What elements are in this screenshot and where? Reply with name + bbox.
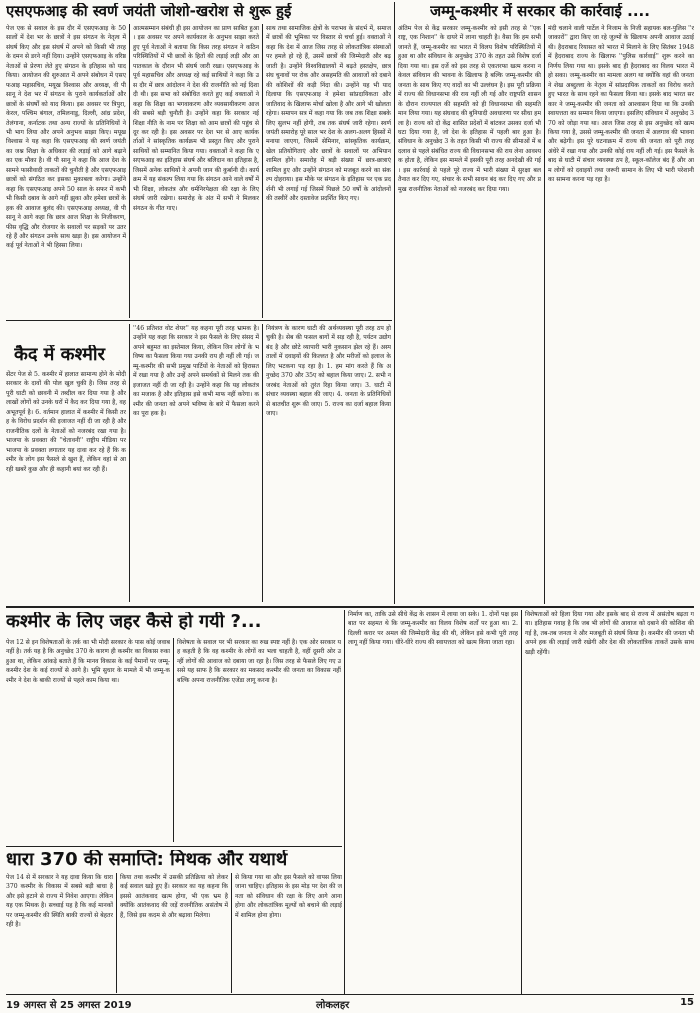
story3-column-3: नियंत्रण के कारण घाटी की अर्थव्यवस्था पूरी तरह ठप हो चुकी है। सेब की फसल बागों में सड़ रही है, पर्यटन उद्योग बंद है और छोटे व्यापारी भारी नुकसान झेल रहे हैं। अस्पतालों में दवाइयों की किल्लत है और मरीजों को इलाज के लिए भटकना पड़ रहा है। 1. हम मांग करते हैं कि अनुच्छेद 370 और 35ए को बहाल किया जाए। 2. सभी नजरबंद नेताओं को तुरंत रिहा किया जाए। 3. घाटी में संचार व्यवस्था बहाल की जाए। 4. जनता के प्रतिनिधियों से बातचीत शुरू की जाए। 5. राज्य का दर्जा बहाल किया जाए। xyxy=(266,325,391,418)
page-footer xyxy=(6,994,694,1011)
story4-column-2: विशेषता के सवाल पर भी सरकार का रुख स्पष्ट नहीं है। एक ओर सरकार यह कहती है कि वह कश्मीर के लोगों का भला चाहती है, वहीं दूसरी ओर उन्हीं लोगों की आवाज को दबाया जा रहा है। जिस तरह से फैसले लिए गए उससे यह साफ है कि सरकार का मकसद कश्मीर की जनता का विकास नहीं बल्कि अपना राजनीतिक एजेंडा लागू करना है। xyxy=(177,639,341,684)
column-rule xyxy=(129,324,130,602)
column-rule xyxy=(262,24,263,318)
column-rule xyxy=(116,873,117,993)
story2-column-1: अंतिम पेज से केंद्र सरकार जम्मू-कश्मीर को इसी तरह से ''एक राष्ट्र, एक निशान'' के दायरे में लाना चाहती है। वैसा कि हम सभी जानते हैं, जम्मू-कश्मीर का भारत में विलय विशेष परिस्थितियों में हुआ था और संविधान के अनुच्छेद 370 के तहत उसे विशेष दर्जा दिया गया था। इस दर्जे को इस तरह से एकतरफा खत्म करना न केवल संविधान की भावना के खिलाफ है बल्कि जम्मू-कश्मीर की जनता के साथ किए गए वादों का भी उल्लंघन है। इस पूरी प्रक्रिया में राज्य की विधानसभा की राय नहीं ली गई और राष्ट्रपति शासन के दौरान राज्यपाल की सहमति को ही विधानसभा की सहमति मान लिया गया। यह संघवाद की बुनियादी अवधारणा पर सीधा हमला है। राज्य को दो केंद्र शासित प्रदेशों में बांटकर उसका दर्जा भी घटा दिया गया है, जो देश के इतिहास में पहली बार हुआ है। संविधान के अनुच्छेद 3 के तहत किसी भी राज्य की सीमाओं में बदलाव से पहले संबंधित राज्य की विधानसभा की राय लेना आवश्यक होता है, लेकिन इस मामले में इसकी पूरी तरह अनदेखी की गई। इस कार्रवाई से पहले पूरे राज्य में भारी संख्या में सुरक्षा बल तैनात कर दिए गए, संचार के सभी साधन बंद कर दिए गए और प्रमुख राजनीतिक नेताओं को नजरबंद कर दिया गया। xyxy=(398,25,541,193)
story4-column-4: विशेषताओं को हिला दिया गया और इसके बाद से राज्य में असंतोष बढ़ता गया। इतिहास गवाह है कि जब भी लोगों की आवाज को दबाने की कोशिश की गई है, तब-तब जनता ने और मजबूती से संघर्ष किया है। कश्मीर की जनता भी अपने हक की लड़ाई जारी रखेगी और देश की लोकतांत्रिक ताकतें उसके साथ खड़ी रहेंगी। xyxy=(525,611,694,656)
column-rule xyxy=(129,24,130,318)
column-rule xyxy=(231,873,232,993)
column-rule xyxy=(521,610,522,994)
column-rule xyxy=(344,610,345,994)
section-rule xyxy=(6,606,694,608)
story5-column-2: किया तथा कश्मीर में उसकी प्रतिक्रिया को लेकर कई सवाल खड़े हुए हैं। सरकार का यह कहना कि इससे आतंकवाद खत्म होगा, भी एक भ्रम है क्योंकि आतंकवाद की जड़ें राजनीतिक असंतोष में हैं, जिसे इस कदम से और बढ़ावा मिलेगा। xyxy=(120,874,228,919)
section-rule xyxy=(6,846,342,847)
column-rule xyxy=(544,24,545,604)
page-number: 15 xyxy=(680,997,694,1008)
story2-column-2: मंदी चलाने वाली पार्टेल ने निजाम के निजी सहायक बल-पुलिस ''रजाकारों'' द्वारा किए जा रहे जुल्मों के खिलाफ अपनी आवाज उठाई थी। हैदराबाद रियासत को भारत में मिलाने के लिए सितंबर 1948 में हैदराबाद राज्य के खिलाफ ''पुलिस कार्रवाई'' शुरू करने का निर्णय लिया गया था। इसके बाद ही हैदराबाद का विलय भारत में हो सका। जम्मू-कश्मीर का मामला अलग था क्योंकि वहां की जनता ने शेख अब्दुल्ला के नेतृत्व में सांप्रदायिक ताकतों का विरोध करते हुए भारत के साथ रहने का फैसला किया था। इसके बाद भारत सरकार ने जम्मू-कश्मीर की जनता को आश्वासन दिया था कि उनकी स्वायत्तता का सम्मान किया जाएगा। इसलिए संविधान में अनुच्छेद 370 को जोड़ा गया था। आज जिस तरह से इस अनुच्छेद को खत्म किया गया है, उससे जम्मू-कश्मीर की जनता में अलगाव की भावना और बढ़ेगी। इस पूरे घटनाक्रम में राज्य की जनता को पूरी तरह अंधेरे में रखा गया और उनकी कोई राय नहीं ली गई। इस फैसले के बाद से घाटी में संचार व्यवस्था ठप है, स्कूल-कॉलेज बंद हैं और आम लोगों को दवाइयों तथा जरूरी सामान के लिए भी भारी परेशानी का सामना करना पड़ रहा है। xyxy=(548,25,694,184)
column-rule xyxy=(262,324,263,602)
issue-date: 19 अगस्त से 25 अगस्त 2019 xyxy=(6,1000,132,1011)
story4-column-3: निर्माण का, ताकि उसे सीधे केंद्र के शासन में लाया जा सके। 1. दोनों पक्ष इस बात पर सहमत थे कि जम्मू-कश्मीर का विलय विशेष शर्तों पर हुआ था। 2. दिल्ली करार पर अमल की जिम्मेदारी केंद्र की थी, लेकिन इसे कभी पूरी तरह लागू नहीं किया गया। धीरे-धीरे राज्य की स्वायत्तता को खत्म किया जाता रहा। xyxy=(348,611,518,647)
section-rule xyxy=(6,320,392,321)
story5-column-1: पेज 14 से में सरकार ने यह दावा किया कि धारा 370 कश्मीर के विकास में सबसे बड़ी बाधा है और इसे हटाने से राज्य में निवेश आएगा। लेकिन यह एक मिथक है। सच्चाई यह है कि कई मानकों पर जम्मू-कश्मीर की स्थिति बाकी राज्यों से बेहतर रही है। xyxy=(6,874,113,929)
newspaper-name: लोकलहर xyxy=(316,1000,350,1011)
story4-headline: कश्मीर के लिए जहर कैसे हो गयी ?... xyxy=(6,612,262,632)
story1-column-1: पेज एक से सवाल के इस दौर में एसएफआइ के 50 सालों में देश भर के छात्रों ने इस संगठन के नेतृत्व में संघर्ष किए और इस संघर्ष में अपने को किसी भी तरह के दमन से डरने नहीं दिया। उन्होंने एसएफआइ के वरिष्ठ नेताओं से प्रेरणा लेते हुए संगठन के इतिहास को याद किया। आयोजन की शुरुआत में अपने संबोधन में एसएफआइ महासचिव, मयूख विश्वास और अध्यक्ष, वी पी सानू ने देश भर में संगठन के पुराने कार्यकर्ताओं और छात्रों के संघर्षों को याद किया। इस अवसर पर त्रिपुरा, केरल, पश्चिम बंगाल, तमिलनाडु, दिल्ली, आंध्र प्रदेश, तेलंगाना, कर्नाटक तथा अन्य राज्यों के प्रतिनिधियों ने भी भाग लिया और अपने अनुभव साझा किए। मयूख विश्वास ने यह कहा कि एसएफआइ की स्वर्ण जयंती का जश्न शिक्षा के अधिकार की लड़ाई को आगे बढ़ाने का एक मौका है। वी पी सानू ने कहा कि आज देश के सामने फासीवादी ताकतों की चुनौती है और एसएफआइ छात्रों को संगठित कर इसका मुकाबला करेगा। उन्होंने कहा कि एसएफआइ अपने 50 साल के सफर में कभी भी किसी दबाव के आगे नहीं झुका और हमेशा छात्रों के हक की आवाज बुलंद की। एसएफआइ अध्यक्ष, वी पी सानू ने आगे कहा कि छात्र आज शिक्षा के निजीकरण, फीस वृद्धि और रोजगार के सवालों पर सड़कों पर उतर रहे हैं और संगठन उनके साथ खड़ा है। इस आयोजन में कई पूर्व नेताओं ने भी हिस्सा लिया। xyxy=(6,25,126,250)
column-rule xyxy=(173,638,174,842)
story1-headline: एसएफआइ की स्वर्ण जयंती जोशो-खरोश से शुरू हुई xyxy=(6,3,292,20)
story2-headline: जम्मू-कश्मीर में सरकार की कार्रवाई .... xyxy=(430,3,650,20)
story3-headline: कैद में कश्मीर xyxy=(14,345,105,365)
story5-headline: धारा 370 की समाप्ति: मिथक और यथार्थ xyxy=(6,850,288,870)
story3-column-1: सेंटर पेज से 5. कश्मीर में हालात सामान्य होने के मोदी सरकार के दावों की पोल खुल चुकी है। जिस तरह से पूरी घाटी को छावनी में तब्दील कर दिया गया है और लाखों लोगों को उनके घरों में कैद कर दिया गया है, वह अभूतपूर्व है। 6. वर्तमान हालात में कश्मीर में किसी तरह के विरोध प्रदर्शन की इजाजत नहीं दी जा रही है और राजनीतिक दलों के नेताओं को नजरबंद रखा गया है। भाजपा के प्रवक्ता की ''चेतावनी'' राष्ट्रीय मीडिया पर भाजपा के प्रवक्ता लगातार यह दावा कर रहे हैं कि कश्मीर के लोग इस फैसले से खुश हैं, लेकिन वहां से आ रही खबरें कुछ और ही कहानी बयां कर रही हैं। xyxy=(6,371,126,473)
section-rule xyxy=(394,2,395,604)
story1-column-3: साथ तथा सामाजिक क्षेत्रों के पराभव के संदर्भ में, समाज में छात्रों की भूमिका पर विस्तार से चर्चा हुई। वक्ताओं ने कहा कि देश में आज जिस तरह से लोकतांत्रिक संस्थाओं पर हमले हो रहे हैं, उसमें छात्रों की जिम्मेदारी और बढ़ जाती है। उन्होंने विश्वविद्यालयों में बढ़ते हस्तक्षेप, छात्र संघ चुनावों पर रोक और असहमति की आवाजों को दबाने की कोशिशों की कड़ी निंदा की। उन्होंने यह भी याद दिलाया कि एसएफआइ ने हमेशा सांप्रदायिकता और जातिवाद के खिलाफ मोर्चा खोला है और आगे भी खोलता रहेगा। समापन सत्र में कहा गया कि जब तक शिक्षा सबके लिए सुलभ नहीं होगी, तब तक संघर्ष जारी रहेगा। स्वर्ण जयंती समारोह पूरे साल भर देश के अलग-अलग हिस्सों में मनाया जाएगा, जिसमें सेमिनार, सांस्कृतिक कार्यक्रम, खेल प्रतियोगिताएं और छात्रों के सवालों पर अभियान शामिल होंगे। समारोह में बड़ी संख्या में छात्र-छात्राएं शामिल हुए और उन्होंने संगठन को मजबूत करने का संकल्प दोहराया। इस मौके पर संगठन के इतिहास पर एक प्रदर्शनी भी लगाई गई जिसमें पिछले 50 वर्षों के आंदोलनों की तस्वीरें और दस्तावेज प्रदर्शित किए गए। xyxy=(266,25,391,203)
story4-column-1: पेज 12 से इन विशेषताओं के तर्क का भी मोदी सरकार के पास कोई जवाब नहीं है। तर्क यह है कि अनुच्छेद 370 के कारण ही कश्मीर का विकास रुका हुआ था, लेकिन आंकड़े बताते हैं कि मानव विकास के कई पैमानों पर जम्मू-कश्मीर देश के कई राज्यों से आगे है। भूमि सुधार के मामले में भी जम्मू-कश्मीर ने देश के बाकी राज्यों से पहले काम किया था। xyxy=(6,639,170,684)
story3-column-2: ''46 प्रतिशत वोट शेयर'' यह कहना पूरी तरह भ्रामक है। उन्होंने यह कहा कि सरकार ने इस फैसले के लिए संसद में अपने बहुमत का इस्तेमाल किया, लेकिन जिन लोगों के भविष्य का फैसला किया गया उनकी राय ही नहीं ली गई। जम्मू-कश्मीर की सभी प्रमुख पार्टियों के नेताओं को हिरासत में रखा गया है और उन्हें अपने समर्थकों से मिलने तक की इजाजत नहीं दी जा रही है। उन्होंने कहा कि यह लोकतंत्र का मजाक है और इतिहास इसे कभी माफ नहीं करेगा। कश्मीर की जनता को अपने भविष्य के बारे में फैसला करने का पूरा हक है। xyxy=(133,325,259,418)
story1-column-2: आत्मसम्मान संबंधी ही इस आयोजन का प्राण साबित हुआ। इस अवसर पर अपने कार्यकाल के अनुभव साझा करते हुए पूर्व नेताओं ने बताया कि किस तरह संगठन ने कठिन परिस्थितियों में भी छात्रों के हितों की लड़ाई लड़ी और आपातकाल के दौरान भी संघर्ष जारी रखा। एसएफआइ के पूर्व महासचिव और अध्यक्ष रहे कई साथियों ने कहा कि उस दौर में छात्र आंदोलन ने देश की राजनीति को नई दिशा दी थी। इस सभा को संबोधित करते हुए कई वक्ताओं ने कहा कि शिक्षा का भगवाकरण और व्यवसायीकरण आज की सबसे बड़ी चुनौती है। उन्होंने कहा कि सरकार नई शिक्षा नीति के नाम पर शिक्षा को आम छात्रों की पहुंच से दूर कर रही है। इस अवसर पर देश भर से आए कार्यकर्ताओं ने सांस्कृतिक कार्यक्रम भी प्रस्तुत किए और पुराने साथियों को सम्मानित किया गया। वक्ताओं ने कहा कि एसएफआइ का इतिहास संघर्ष और बलिदान का इतिहास है, जिसमें अनेक साथियों ने अपनी जान की कुर्बानी दी। कार्यक्रम में यह संकल्प लिया गया कि संगठन आने वाले वर्षों में भी शिक्षा, लोकतंत्र और धर्मनिरपेक्षता की रक्षा के लिए संघर्ष जारी रखेगा। समारोह के अंत में सभी ने मिलकर संगठन के गीत गाए। xyxy=(133,25,259,212)
story5-column-3: से किया गया था और इस फैसले को वापस लिया जाना चाहिए। इतिहास के इस मोड़ पर देश की जनता को संविधान की रक्षा के लिए आगे आना होगा और लोकतांत्रिक मूल्यों को बचाने की लड़ाई में शामिल होना होगा। xyxy=(235,874,342,919)
